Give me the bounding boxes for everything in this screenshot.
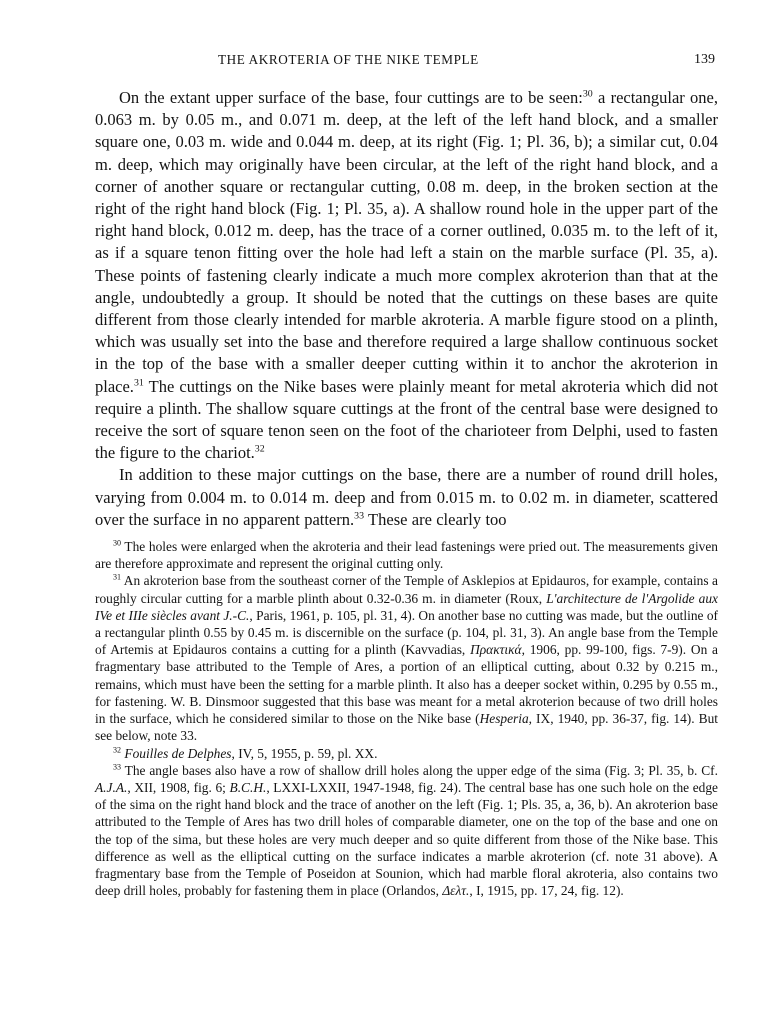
running-header: [95, 52, 718, 78]
paragraph-1-text-a: On the extant upper surface of the base, four cuttings are to be seen:: [119, 88, 583, 107]
footnotes: [95, 538, 718, 899]
footnote-30: [95, 538, 718, 572]
footnote-mark-32: 32: [113, 745, 122, 755]
footnote-mark-31: 31: [113, 573, 122, 582]
paragraph-2-text-a: In addition to these major cuttings on the base, there are a number of round drill holes, varying from 0.004 m. to 0.014 m. deep and from 0.015 m. to 0.02 m. in diameter, scattered over the surface in no apparent pattern.: [95, 465, 718, 529]
main-text: [95, 87, 718, 531]
footnote-33-text-a: The angle bases also have a row of shallow drill holes along the upper edge of the sima (Fig. 3; Pl. 35, b. Cf.: [121, 762, 718, 778]
footnote-31-text-d: , IX, 1940, pp. 36-37, fig. 14). But see below, note 33.: [95, 711, 718, 744]
footnote-33: [95, 762, 718, 900]
footnote-mark-33: 33: [113, 762, 122, 772]
footnote-33-text-d: , I, 1915, pp. 17, 24, fig. 12).: [469, 883, 624, 899]
footnote-31-title-hesperia: Hesperia: [479, 711, 529, 727]
footnote-33-text-b: , XII, 1908, fig. 6;: [127, 779, 230, 795]
footnote-33-title-aja: A.J.A.: [95, 779, 128, 795]
note-ref-30: 30: [582, 88, 593, 100]
page-number: 139: [694, 52, 715, 67]
note-ref-32: 32: [254, 443, 265, 455]
note-ref-31: 31: [133, 377, 144, 389]
footnote-31: [95, 572, 718, 744]
footnote-30-text: The holes were enlarged when the akroteria and their lead fastenings were pried out. The measurements given are therefore approximate and represent the original cutting only.: [95, 539, 718, 572]
footnote-31-title-praktika: Πρακτικά: [470, 642, 522, 658]
paragraph-1-text-c: The cuttings on the Nike bases were plainly meant for metal akroteria which did not require a plinth. The shallow square cuttings at the front of the central base were designed to receive the sort of square tenon seen on the foot of the charioteer from Delphi, used to fasten the figure to the chariot.: [95, 376, 718, 463]
footnote-32-text: , IV, 5, 1955, p. 59, pl. XX.: [231, 745, 378, 761]
paragraph-1: [95, 87, 718, 464]
footnote-33-text-c: , LXXI-LXXII, 1947-1948, fig. 24). The central base has one such hole on the edge of the sima on the right hand block and the trace of another on the left (Fig. 1; Pls. 35, a, 36, b). An akroterion base attributed to the Temple of Ares has two drill holes of comparable diameter, one on the top of the base and one on the top of the sima, but these holes are very much deeper and so quite different from those of the Nike base. This difference as well as the elliptical cutting on the surface indicates a marble akroterion (cf. note 31 above). A fragmentary base from the Temple of Poseidon at Sounion, which had marble floral akroteria, also contains two deep drill holes, probably for fastening them in place (Orlandos,: [95, 779, 718, 899]
page: [95, 52, 718, 899]
running-title: THE AKROTERIA OF THE NIKE TEMPLE: [218, 52, 479, 67]
footnote-31-title-roux: L'architecture de l'Argolide aux IVe et IIIe siècles avant J.-C.: [95, 590, 718, 623]
footnote-mark-30: 30: [113, 538, 122, 548]
paragraph-1-text-b: a rectangular one, 0.063 m. by 0.05 m., and 0.071 m. deep, at the left of the left hand block, and a smaller square one, 0.03 m. wide and 0.044 m. deep, at its right (Fig. 1; Pl. 36, b); a similar cut, 0.04 m. deep, which may originally have been circular, at the left of the right hand block, and a corner of another square or rectangular cutting, 0.08 m. deep, in the broken section at the right of the right hand block (Fig. 1; Pl. 35, a). A shallow round hole in the upper part of the right hand block, 0.012 m. deep, has the trace of a corner outlined, 0.035 m. to the left of it, as if a square tenon fitting over the hole had left a stain on the marble surface (Pl. 35, a). These points of fastening clearly indicate a much more complex akroterion than that at the angle, undoubtedly a group. It should be noted that the cuttings on these bases are quite different from those clearly intended for marble akroteria. A marble figure stood on a plinth, which was usually set into the base and therefore required a large shallow continuous socket in the top of the base with a smaller deeper cutting within it to anchor the akroterion in place.: [95, 88, 718, 396]
footnote-31-text-b: , Paris, 1961, p. 105, pl. 31, 4). On another base no cutting was made, but the outline of a rectangular plinth 0.55 by 0.45 m. is discernible on the surface (p. 104, pl. 31, 3). An angle base from the Temple of Artemis at Epidauros contains a cutting for a plinth (Kavvadias,: [95, 607, 718, 658]
footnote-31-text-c: , 1906, pp. 99-100, figs. 7-9). On a fragmentary base attributed to the Temple of Ares, a portion of an elliptical cutting, about 0.32 by 0.215 m., remains, which must have been the setting for a marble plinth. It also has a deeper socket within, 0.295 by 0.55 m., for fastening. W. B. Dinsmoor suggested that this base was meant for a metal akroterion because of two drill holes in the surface, which he considered similar to those on the Nike base (: [95, 642, 718, 727]
note-ref-33: 33: [354, 510, 365, 522]
footnote-33-title-bch: B.C.H.: [229, 779, 267, 795]
paragraph-2-text-b: These are clearly too: [364, 509, 507, 529]
paragraph-2: [95, 464, 718, 531]
footnote-33-title-deltion: Δελτ.: [442, 883, 470, 899]
footnote-32: [95, 745, 718, 762]
footnote-31-text-a: An akroterion base from the southeast corner of the Temple of Asklepios at Epidauros, for example, contains a roughly circular cutting for a marble plinth about 0.32-0.36 m. in diameter (Roux,: [95, 573, 718, 606]
footnote-32-title: Fouilles de Delphes: [124, 745, 232, 761]
